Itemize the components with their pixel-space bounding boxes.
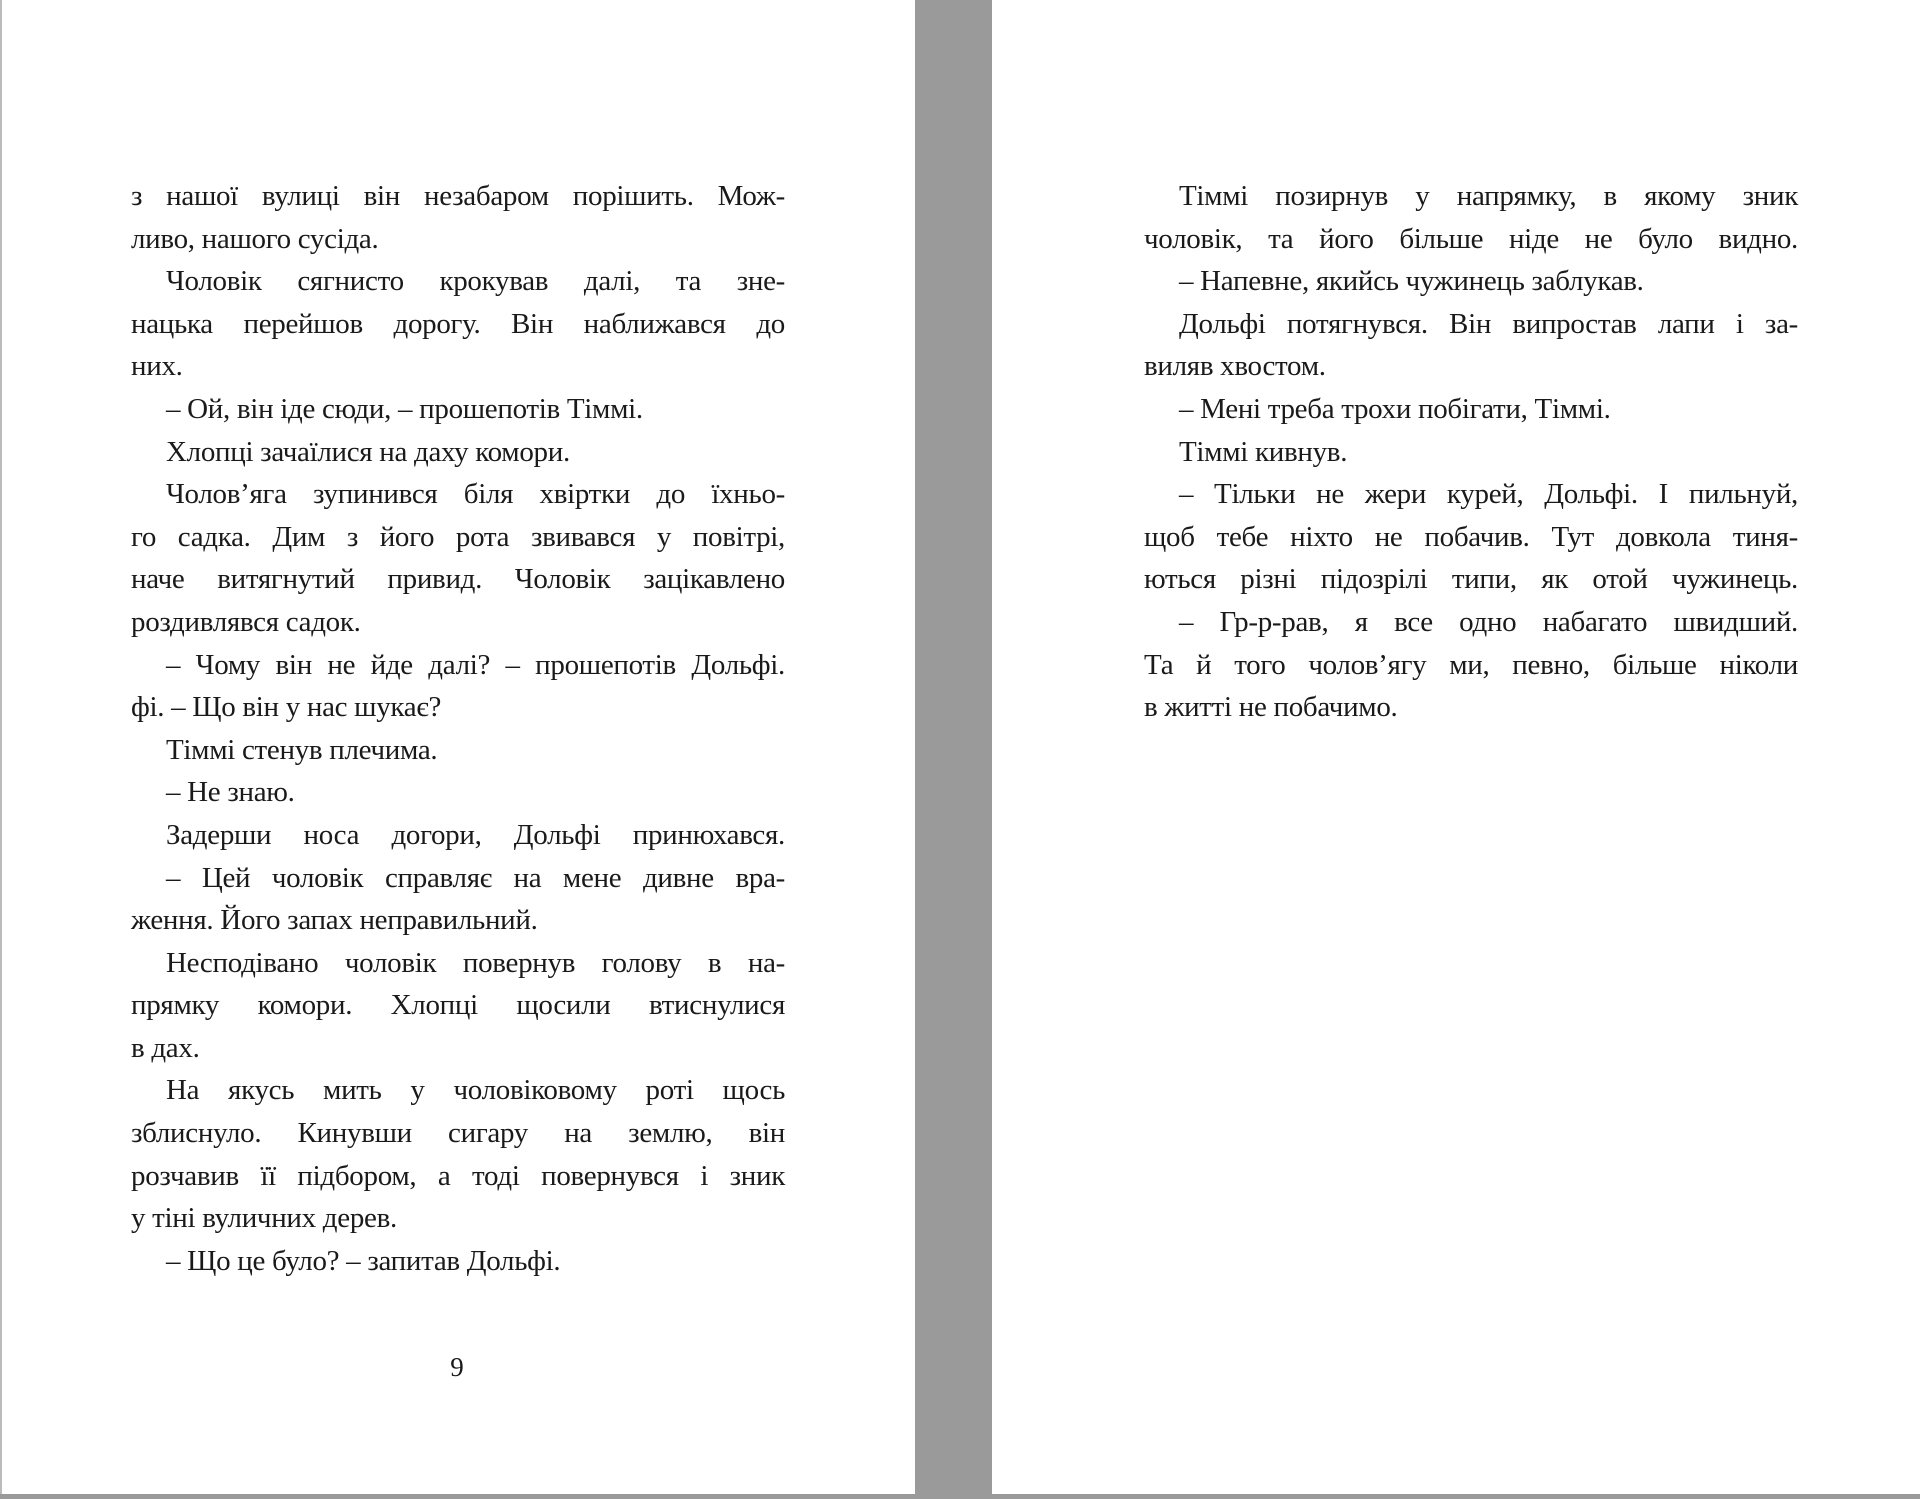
text-line: розчавив її підбором, а тоді повернувся і зник: [131, 1159, 785, 1192]
left-page: [0, 0, 915, 1494]
text-line: в дах.: [131, 1031, 200, 1064]
text-line: Тіммі позирнув у напрямку, в якому зник: [1179, 180, 1798, 212]
text-line: – Мені треба трохи побігати, Тіммі.: [1179, 392, 1611, 425]
text-line: зблиснуло. Кинувши сигару на землю, він: [131, 1117, 785, 1150]
text-line: – Напевне, якийсь чужинець заблукав.: [1179, 265, 1644, 298]
text-line: щоб тебе ніхто не побачив. Тут довкола тиня-: [1144, 520, 1798, 553]
text-line: – Гр-р-рав, я все одно набагато швидший.: [1179, 605, 1798, 638]
text-line: Та й того чолов’ягу ми, певно, більше ніколи: [1144, 648, 1798, 681]
right-page: [992, 0, 1920, 1494]
text-line: них.: [131, 350, 183, 383]
text-line: ження. Його запах неправильний.: [131, 904, 538, 937]
text-line: Тіммі кивнув.: [1179, 435, 1348, 468]
text-line: з нашої вулиці він незабаром порішить. Мож-: [131, 180, 785, 212]
text-line: – Не знаю.: [166, 776, 295, 809]
text-line: – Тільки не жери курей, Дольфі. І пильнуй,: [1179, 478, 1798, 511]
text-line: – Ой, він іде сюди, – прошепотів Тіммі.: [166, 392, 643, 425]
text-line: На якусь мить у чоловіковому роті щось: [166, 1074, 785, 1107]
right-page-text: [1144, 175, 1798, 729]
text-line: чоловік, та його більше ніде не було видно.: [1144, 222, 1798, 255]
text-line: фі. – Що він у нас шукає?: [131, 691, 442, 724]
text-line: Тіммі стенув плечима.: [166, 733, 438, 766]
text-line: Задерши носа догори, Дольфі принюхався.: [166, 818, 785, 851]
text-line: го садка. Дим з його рота звивався у повітрі,: [131, 520, 785, 553]
text-line: Чолов’яга зупинився біля хвіртки до їхньо-: [166, 478, 785, 511]
text-line: Дольфі потягнувся. Він випростав лапи і за-: [1179, 307, 1798, 340]
text-line: в житті не побачимо.: [1144, 691, 1398, 724]
text-line: – Що це було? – запитав Дольфі.: [166, 1244, 561, 1277]
text-line: ливо, нашого сусіда.: [131, 222, 379, 255]
text-line: Чоловік сягнисто крокував далі, та зне-: [166, 265, 785, 298]
text-line: виляв хвостом.: [1144, 350, 1326, 383]
text-line: – Чому він не йде далі? – прошепотів Дольфі.: [166, 648, 785, 681]
text-line: наче витягнутий привид. Чоловік зацікавлено: [131, 563, 785, 596]
text-line: Несподівано чоловік повернув голову в на-: [166, 946, 785, 979]
text-line: у тіні вуличних дерев.: [131, 1202, 397, 1235]
left-page-text: [131, 175, 785, 1282]
text-line: прямку комори. Хлопці щосили втиснулися: [131, 989, 785, 1022]
text-line: роздивлявся садок.: [131, 605, 361, 638]
text-line: ються різні підозрілі типи, як отой чужинець.: [1144, 563, 1798, 596]
text-line: – Цей чоловік справляє на мене дивне вра-: [166, 861, 785, 894]
text-line: нацька перейшов дорогу. Він наближався до: [131, 307, 785, 340]
page-number: 9: [450, 1352, 464, 1382]
text-line: Хлопці зачаїлися на даху комори.: [166, 435, 570, 468]
